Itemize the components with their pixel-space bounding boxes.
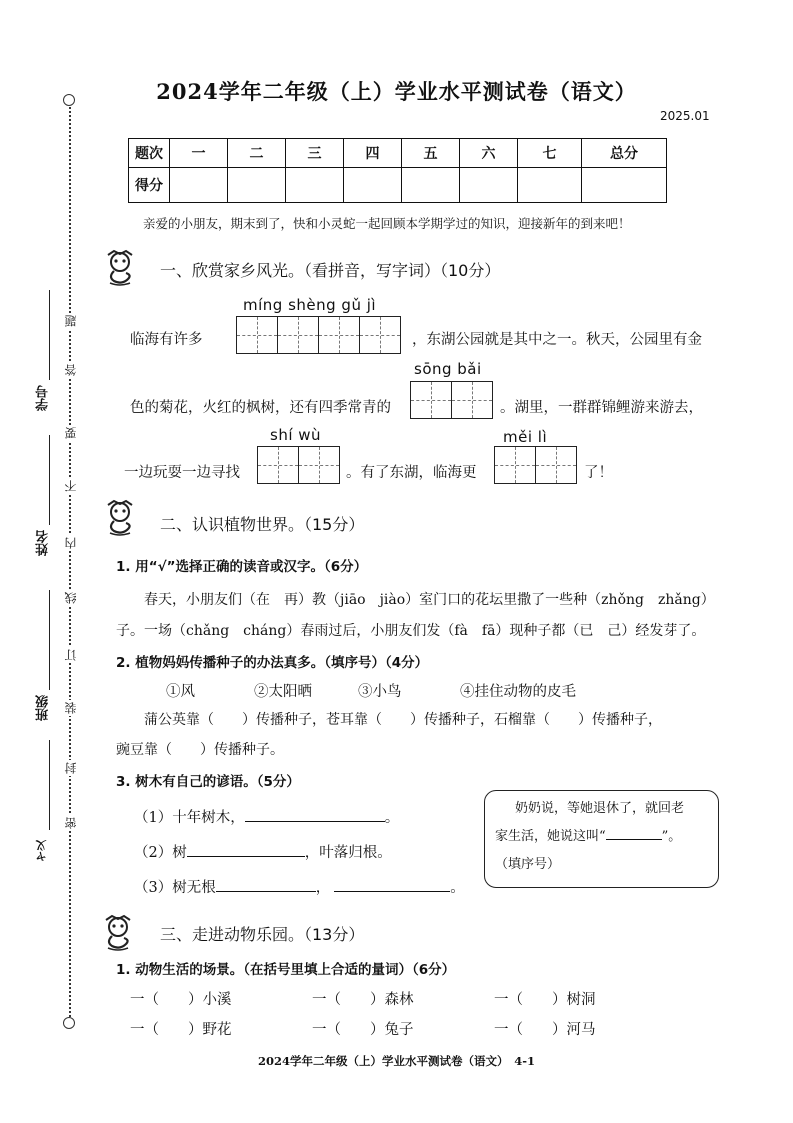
binding-line [69, 100, 71, 1025]
s2-q1: 1. 用“√”选择正确的读音或汉字。（6分） [116, 559, 368, 575]
s2-q3: 3. 树木有自己的谚语。（5分） [116, 774, 300, 790]
binding-char: 密 [64, 817, 78, 829]
binding-char: 订 [64, 649, 78, 661]
measure-word-item[interactable]: 一（ ）野花 [130, 1022, 232, 1038]
s1-line3-before: 一边玩耍一边寻找 [124, 465, 240, 481]
snake-mascot-icon [100, 497, 140, 537]
score-table [128, 138, 667, 203]
s3-q1: 1. 动物生活的场景。（在括号里填上合适的量词）（6分） [116, 962, 456, 978]
tianzi-grid-2[interactable] [494, 446, 577, 484]
score-input-cell[interactable] [460, 168, 518, 203]
binding-char: 不 [64, 480, 78, 492]
binding-char: 内 [64, 537, 78, 549]
pinyin-shiwu: shí wù [270, 426, 322, 444]
s2-q2: 2. 植物妈妈传播种子的办法真多。（填序号）（4分） [116, 655, 429, 671]
s2-q2-option: ②太阳晒 [254, 684, 312, 700]
s2-q1-line1: 春天，小朋友们（在 再）教（jiāo jiào）室门口的花坛里撒了一些种（zhǒng zhǎng） [144, 592, 715, 608]
s2-q2-option: ③小鸟 [358, 684, 402, 700]
table-cell: 四 [344, 139, 402, 168]
pinyin-mingshenggujji: míng shèng gǔ jì [243, 296, 377, 314]
intro-text: 亲爱的小朋友，期末到了，快和小灵蛇一起回顾本学期学过的知识，迎接新年的到来吧！ [143, 216, 631, 231]
answer-blank[interactable] [187, 842, 305, 857]
score-input-cell[interactable] [170, 168, 228, 203]
binding-bottom-circle [63, 1017, 75, 1029]
hint-line3: （填序号） [495, 857, 561, 872]
pinyin-songbai: sōng bǎi [414, 360, 482, 378]
table-cell: 一 [170, 139, 228, 168]
answer-blank[interactable] [334, 877, 450, 892]
snake-mascot-icon [98, 912, 138, 952]
class-line [49, 590, 50, 690]
answer-blank[interactable] [216, 877, 316, 892]
hint-line2: 家生活，她说这叫“ ”。 [495, 823, 708, 851]
binding-char: 封 [64, 762, 78, 774]
binding-char: 题 [64, 315, 78, 327]
s1-line2-after: 。湖里，一群群锦鲤游来游去， [500, 400, 703, 416]
snake-mascot-icon [100, 247, 140, 287]
score-input-cell[interactable] [228, 168, 286, 203]
s2-q3-item2: （2）树 ，叶落归根。 [134, 841, 392, 862]
score-input-cell[interactable] [286, 168, 344, 203]
binding-char: 答 [64, 364, 78, 376]
hint-line1: 奶奶说，等她退休了，就回老 [515, 801, 685, 816]
s1-line1-after: ，东湖公园就是其中之一。秋天，公园里有金 [412, 332, 702, 348]
table-cell: 六 [460, 139, 518, 168]
score-input-cell[interactable] [344, 168, 402, 203]
s2-q2-option: ④挂住动物的皮毛 [460, 684, 576, 700]
table-cell: 五 [402, 139, 460, 168]
table-cell: 总分 [582, 139, 667, 168]
s2-q2-line2: 豌豆靠（ ）传播种子。 [116, 742, 284, 758]
student-id-line [49, 290, 50, 380]
binding-char: 线 [64, 592, 78, 604]
student-id-label: 学号 [36, 385, 51, 411]
pinyin-meili: měi lì [503, 428, 548, 446]
page-footer: 2024学年二年级（上）学业水平测试卷（语文） 4-1 [257, 1054, 536, 1068]
table-cell: 题次 [129, 139, 170, 168]
measure-word-item[interactable]: 一（ ）森林 [312, 992, 414, 1008]
score-table-header-row [129, 139, 667, 168]
score-table-score-row [129, 168, 667, 203]
table-cell: 七 [518, 139, 582, 168]
table-cell: 得分 [129, 168, 170, 203]
page-title: 2024学年二年级（上）学业水平测试卷（语文） [156, 79, 637, 104]
measure-word-item[interactable]: 一（ ）兔子 [312, 1022, 414, 1038]
hint-box [484, 790, 719, 888]
s1-line2-before: 色的菊花，火红的枫树，还有四季常青的 [130, 400, 391, 416]
section1-title: 一、欣赏家乡风光。（看拼音，写字词）（10分） [160, 261, 501, 280]
tianzi-grid-2[interactable] [410, 381, 493, 419]
s1-line3-mid: 。有了东湖，临海更 [346, 465, 477, 481]
s2-q2-line1: 蒲公英靠（ ）传播种子，苍耳靠（ ）传播种子，石榴靠（ ）传播种子， [144, 712, 662, 728]
score-input-cell[interactable] [402, 168, 460, 203]
binding-char: 装 [64, 702, 78, 714]
tianzi-grid-2[interactable] [257, 446, 340, 484]
measure-word-item[interactable]: 一（ ）树洞 [494, 992, 596, 1008]
tianzi-grid-4[interactable] [236, 316, 401, 354]
corner-mark: ヤ义 [35, 840, 48, 862]
exam-date: 2025.01 [660, 109, 710, 123]
answer-blank[interactable] [606, 825, 662, 840]
section2-title: 二、认识植物世界。（15分） [160, 515, 365, 534]
score-input-cell[interactable] [582, 168, 667, 203]
table-cell: 三 [286, 139, 344, 168]
s1-line1-before: 临海有许多 [130, 332, 203, 348]
name-line [49, 435, 50, 525]
s2-q2-option: ①风 [166, 684, 195, 700]
s2-q3-item3: （3）树无根 ， 。 [134, 876, 465, 897]
section3-title: 三、走进动物乐园。（13分） [160, 925, 365, 944]
school-line [49, 740, 50, 830]
class-label: 班级 [36, 695, 51, 721]
score-input-cell[interactable] [518, 168, 582, 203]
s2-q1-line2: 子。一场（chǎng cháng）春雨过后，小朋友们发（fà fā）现种子都（已 己）经发芽了。 [116, 623, 706, 639]
answer-blank[interactable] [245, 807, 385, 822]
name-label: 姓名 [36, 530, 51, 556]
binding-char: 要 [64, 427, 78, 439]
table-cell: 二 [228, 139, 286, 168]
measure-word-item[interactable]: 一（ ）河马 [494, 1022, 596, 1038]
measure-word-item[interactable]: 一（ ）小溪 [130, 992, 232, 1008]
s2-q3-item1: （1）十年树木， 。 [134, 806, 399, 827]
s1-line3-after: 了！ [584, 465, 613, 481]
